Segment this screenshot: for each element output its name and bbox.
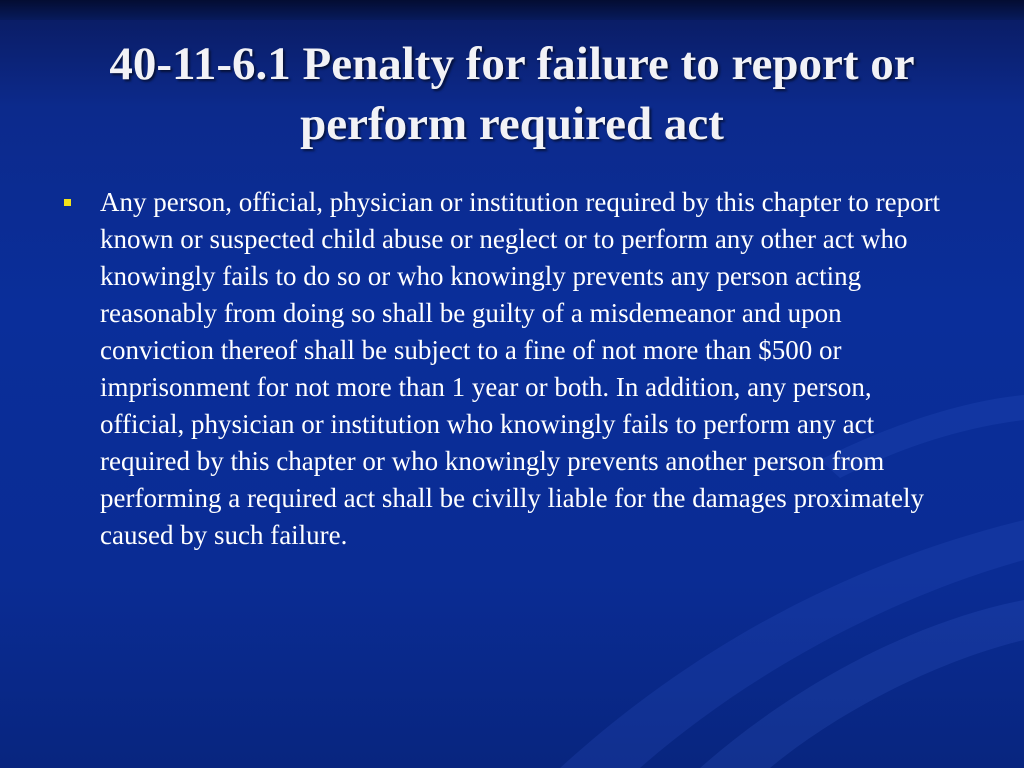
bullet-list: [60, 184, 960, 554]
bullet-text: Any person, official, physician or institution required by this chapter to report known or suspected child abuse or neglect or to perform any other act who knowingly fails to do so or who knowingly prevents any person acting reasonably from doing so shall be guilty of a misdemeanor and upon conviction thereof shall be subject to a fine of not more than $500 or imprisonment for not more than 1 year or both. In addition, any person, official, physician or institution who knowingly fails to perform any act required by this chapter or who knowingly prevents another person from performing a required act shall be civilly liable for the damages proximately caused by such failure.: [100, 187, 941, 550]
bullet-item: [60, 184, 960, 554]
slide-title: 40-11-6.1 Penalty for failure to report or perform required act: [109, 38, 915, 150]
square-bullet-icon: [64, 199, 71, 206]
